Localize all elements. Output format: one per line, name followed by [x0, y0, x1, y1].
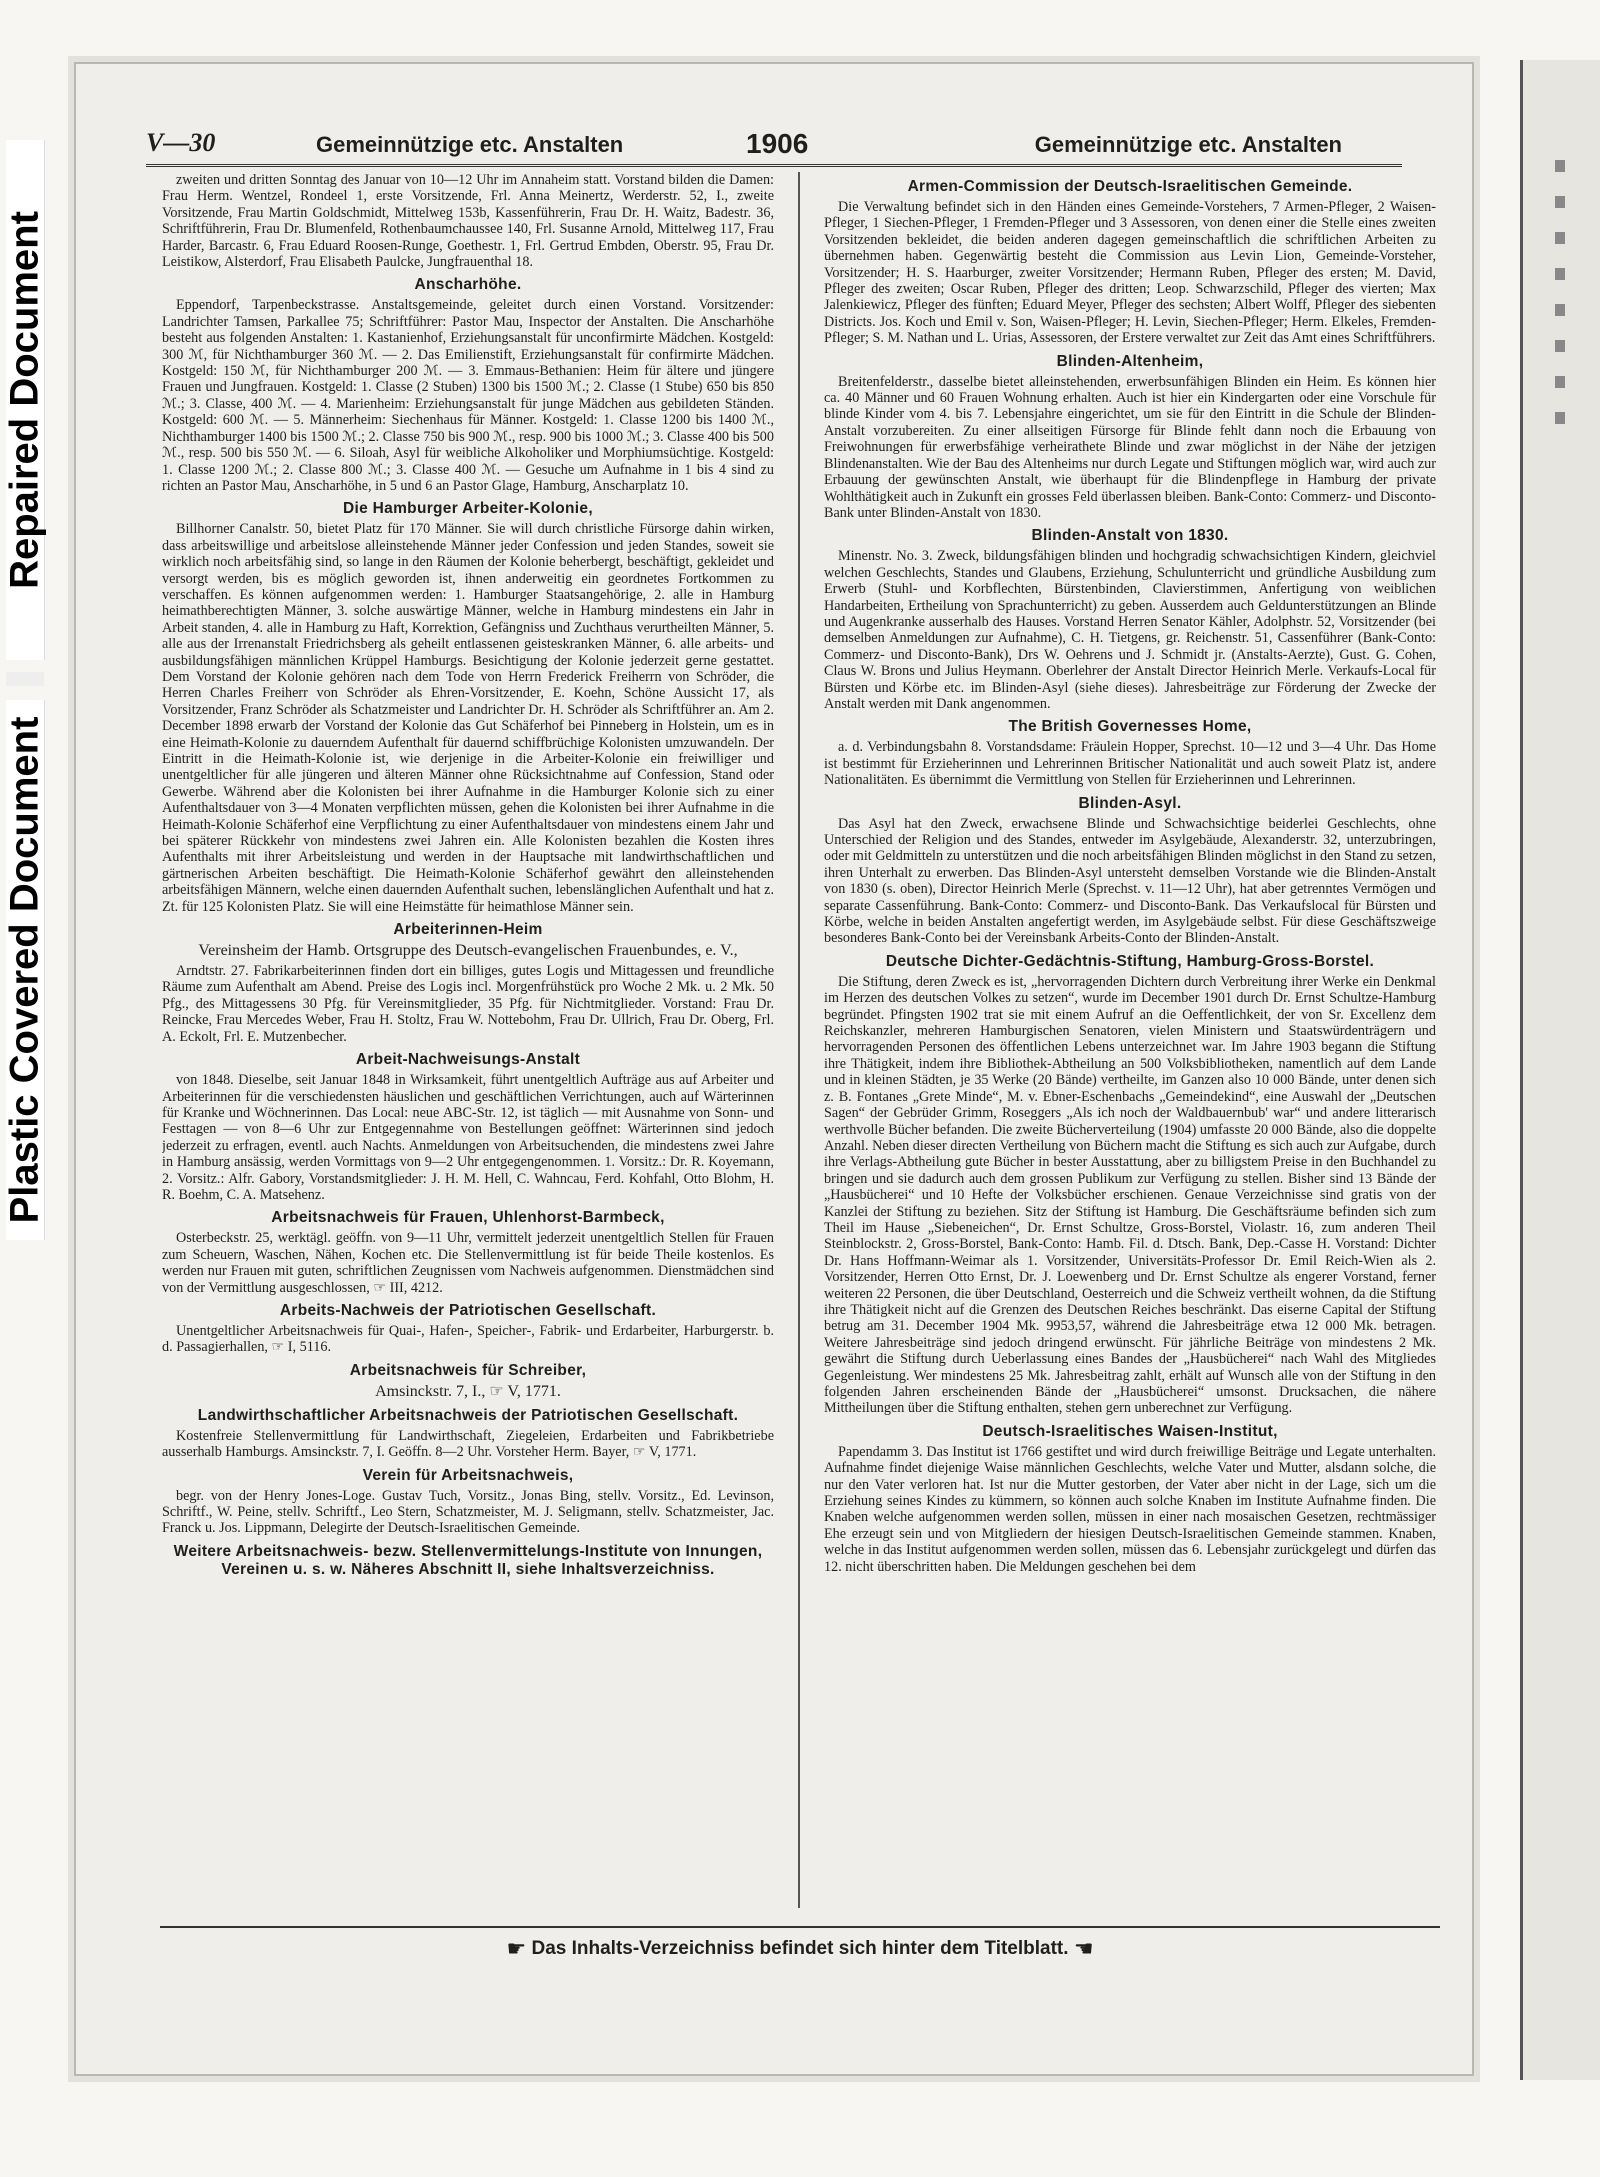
entry-text: zweiten und dritten Sonntag des Januar von 10—12 Uhr im Annaheim statt. Vorstand bilden die Damen: Frau Herm. Wentzel, Rondeel 1, erste Vorsitzende, Frl. Anna Meinertz, Werderstr. 52, I., zweite Vorsitzende, Frau Martin Goldschmidt, Mittelweg 153b, Kassenführerin, Frau Dr. H. Waitz, Badestr. 36, Schriftführerin, Frau Dr. Blumenfeld, Rothenbaumchaussee 140, Frl. Susanne Arnold, Mittelweg 117, Frau Harder, Barcastr. 6, Frau Eduard Roosen-Runge, Goethestr. 1, Frl. Gertrud Embden, Oberstr. 95, Frau Dr. Leistikow, Alsterdorf, Frau Elisabeth Paulcke, Jungfrauenthal 18. [162, 172, 774, 271]
left-column [162, 172, 774, 1908]
page-number: V—30 [146, 128, 216, 157]
column-rule [798, 172, 800, 1908]
entry-heading: Arbeits-Nachweis der Patriotischen Gesellschaft. [279, 1301, 657, 1319]
entry-heading: Blinden-Anstalt von 1830. [1031, 527, 1229, 545]
entry-subheading: Amsinckstr. 7, I., ☞ V, 1771. [375, 1382, 561, 1400]
entry-heading: Anscharhöhe. [414, 276, 522, 294]
plastic-covered-label: Plastic Covered Document [6, 700, 45, 1240]
page-year: 1906 [746, 128, 809, 159]
entry-heading: Arbeitsnachweis für Schreiber, [349, 1361, 587, 1379]
entry-heading: Blinden-Altenheim, [1056, 352, 1204, 370]
footer-rule [160, 1926, 1440, 1928]
entry-text: Unentgeltlicher Arbeitsnachweis für Quai-, Hafen-, Speicher-, Fabrik- und Erdarbeiter, Harburgerstr. b. d. Passagierhallen, ☞ I, 5116. [162, 1322, 774, 1356]
entry-text: a. d. Verbindungsbahn 8. Vorstandsdame: Fräulein Hopper, Sprechst. 10—12 und 3—4 Uhr. Das Home ist bestimmt für Erzieherinnen und Lehrerinnen Britischer Nationalität und auch soweit Platz ist, andere Nationalitäten. Es übernimmt die Vermittlung von Stellen für Erzieherinnen und Lehrerinnen. [824, 739, 1436, 789]
right-column [824, 172, 1436, 1908]
pointing-hand-left-icon: ☚ [1073, 1936, 1094, 1961]
entry-heading: Deutsche Dichter-Gedächtnis-Stiftung, Hamburg-Gross-Borstel. [885, 952, 1375, 970]
entry-subheading: Vereinsheim der Hamb. Ortsgruppe des Deutsch-evangelischen Frauenbundes, e. V., [198, 942, 738, 960]
running-title-left: Gemeinnützige etc. Anstalten [316, 132, 624, 157]
pointing-hand-right-icon: ☛ [506, 1936, 527, 1961]
entry-heading: Die Hamburger Arbeiter-Kolonie, [343, 500, 593, 518]
entry-text: Osterbeckstr. 25, werktägl. geöffn. von 9—11 Uhr, vermittelt jederzeit unentgeltlich Stellen für Frauen zum Scheuern, Waschen, Nähen, Kochen etc. Die Stellenvermittlung ist für beide Theile kostenlos. Es werden nur Frauen mit guten, schriftlichen Zeugnissen vom Nachweis aufgenommen. Dienstmädchen sind von der Vermittlung ausgeschlossen, ☞ III, 4212. [162, 1230, 774, 1296]
entry-heading: Landwirthschaftlicher Arbeitsnachweis der Patriotischen Gesellschaft. [197, 1406, 739, 1424]
entry-heading: Arbeit-Nachweisungs-Anstalt [355, 1051, 581, 1069]
entry-heading: Blinden-Asyl. [1078, 794, 1182, 812]
entry-heading: The British Governesses Home, [1008, 718, 1252, 736]
adjacent-page-edge [1520, 60, 1600, 2080]
entry-text: Breitenfelderstr., dasselbe bietet alleinstehenden, erwerbsunfähigen Blinden ein Heim. Es können hier ca. 40 Männer und 60 Frauen Wohnung erhalten. Auch ist hier ein Kindergarten oder eine Vorschule für blinde Kinder vom 4. bis 7. Lebensjahre eingerichtet, um sie für den Eintritt in die Schule der Blinden-Anstalt vorzubereiten. Zu einer allseitigen Fürsorge für Blinde fehlt dann noch die Erbauung von Freiwohnungen für erwerbsfähige verheirathete Blinde und zwar möglichst in der Nähe der jetzigen Blindenanstalten. Wie der Bau des Altenheims nur durch Legate und Stiftungen möglich war, wird auch zur Erbauung der gewünschten Anstalt, wie überhaupt für die Blindenpflege in Hamburg der private Wohlthätigkeit auch in Zukunft ein grosses Feld überlassen bleiben. Bank-Conto: Commerz- und Disconto-Bank unter Blinden-Anstalt von 1830. [824, 373, 1436, 521]
page-header [146, 120, 1402, 167]
entry-text: Minenstr. No. 3. Zweck, bildungsfähigen blinden und hochgradig schwachsichtigen Kindern, gleichviel welchen Geschlechts, Standes und Glaubens, Erziehung, Schulunterricht und gründliche Ausbildung zum Erwerb (Stuhl- und Korbflechten, Bürstenbinden, Clavierstimmen, Anfertigung von weiblichen Handarbeiten, Ertheilung von Sprachunterricht) zu geben. Ausserdem auch Geldunterstützungen an Blinde und Augenkranke ausserhalb des Hauses. Vorstand Herren Senator Kähler, Adolphstr. 52, Vorsitzender (bei demselben Anmeldungen zur Aufnahme), C. H. Tietgens, gr. Reichenstr. 51, Cassenführer (Bank-Conto: Commerz- und Disconto-Bank), Drs W. Oehrens und J. Schmidt jr. (Anstalts-Aerzte), Gust. G. Cohen, Claus W. Brons und Julius Heymann. Oberlehrer der Anstalt Director Heinrich Merle. Verkaufs-Local für Bürsten und Körbe etc. im Blinden-Asyl (siehe dieses). Jahresbeiträge zur Förderung der Zwecke der Anstalt werden mit Dank angenommen. [824, 548, 1436, 712]
entry-heading: Armen-Commission der Deutsch-Israelitischen Gemeinde. [907, 178, 1353, 195]
entry-text: Kostenfreie Stellenvermittlung für Landwirthschaft, Ziegeleien, Erdarbeiten und Fabrikbetriebe ausserhalb Hamburgs. Amsinckstr. 7, I. Geöffn. 8—2 Uhr. Vorsteher Herm. Bayer, ☞ V, 1771. [162, 1427, 774, 1461]
footer-note [160, 1936, 1440, 1962]
entry-heading: Arbeiterinnen-Heim [393, 921, 543, 939]
footer-note-text: Das Inhalts-Verzeichniss befindet sich hinter dem Titelblatt. [531, 1938, 1069, 1959]
label-divider [6, 672, 44, 686]
entry-heading: Arbeitsnachweis für Frauen, Uhlenhorst-Barmbeck, [271, 1209, 665, 1227]
running-title-right: Gemeinnützige etc. Anstalten [1034, 132, 1342, 157]
entry-text: Billhorner Canalstr. 50, bietet Platz für 170 Männer. Sie will durch christliche Fürsorge dahin wirken, dass arbeitswillige und arbeitslose alleinstehende Männer jeder Confession und jeden Standes, soweit sie wirklich noch arbeitsfähig sind, so lange in den Räumen der Kolonie beherbergt, beschäftigt, gekleidet und versorgt werden, bis es möglich geworden ist, ihnen anderweitig ein geordnetes Fortkommen zu verschaffen. Es können aufgenommen werden: 1. Hamburger Staatsangehörige, 2. alle in Hamburg heimathberechtigten Männer, 3. solche auswärtige Männer, welche in Hamburg mindestens ein Jahr in Arbeit standen, 4. alle in Hamburg zu Haft, Korrektion, Gefängniss und Zuchthaus verurtheilten Männer, 5. alle aus der Irrenanstalt Friedrichsberg als geheilt entlassenen geisteskranken Männer, 6. alle arbeits- und ausbildungsfähigen männlichen Krüppel Hamburgs. Besichtigung der Kolonie jederzeit gerne gestattet. Dem Vorstand der Kolonie gehören nach dem Tode von Herrn Frederick Freiherrn von Schröder, die Herren Charles Freiherr von Schröder als Ehren-Vorsitzender, E. Koehn, Schöne Aussicht 17, als Vorsitzender, Franz Schröder als Schatzmeister und Landrichter Dr. H. Schröder als Schriftführer an. Am 2. December 1898 erwarb der Vorstand der Kolonie das Gut Schäferhof bei Pinneberg in Holstein, um es in eine Heimath-Kolonie zu dauerndem Aufenthalt für dauernd schiffbrüchige Kolonisten umzuwandeln. Der Eintritt in die Heimath-Kolonie ist, wie derjenige in die Arbeiter-Kolonie ein freiwilliger und unentgeltlicher für alle jüngeren und älteren Männer ohne Rücksichtnahme auf Confession, Stand oder Gewerbe. Während aber die Kolonisten bei ihrer Aufnahme in die Hamburger Kolonie sich zu einer Aufenthaltsdauer von 3—4 Monaten verpflichten müssen, gehen die Kolonisten bei ihrer Aufnahme in die Heimath-Kolonie Schäferhof eine Verpflichtung zu einer Aufenthaltsdauer von mindestens einem Jahr und bei späterer Rückkehr von mindestens zwei Jahren ein. Alle Kolonisten bezahlen die Kosten ihres Aufenthalts mit ihrer Arbeitsleistung und werden in der Hauptsache mit landwirthschaftlichen und gärtnerischen Arbeiten beschäftigt. Die Heimath-Kolonie Schäferhof gewährt den alleinstehenden arbeitsfähigen Männern, welche einen dauernden Aufenthalt suchen, lebenslänglichen Aufenthalt und hat z. Zt. für 125 Kolonisten Platz. Sie will eine Heimstätte für heimathlose Männer sein. [162, 521, 774, 915]
entry-text: Eppendorf, Tarpenbeckstrasse. Anstaltsgemeinde, geleitet durch einen Vorstand. Vorsitzender: Landrichter Tamsen, Parkallee 75; Schriftführer: Pastor Mau, Inspector der Anstalten. Die Anscharhöhe besteht aus folgenden Anstalten: 1. Kastanienhof, Erziehungsanstalt für unconfirmirte Mädchen. Kostgeld: 300 ℳ, für Nichthamburger 360 ℳ. — 2. Das Emilienstift, Erziehungsanstalt für confirmirte Mädchen. Kostgeld: 150 ℳ, für Nichthamburger 200 ℳ. — 3. Emmaus-Bethanien: Heim für ältere und jüngere Frauen und Jungfrauen. Kostgeld: 1. Classe (2 Stuben) 1300 bis 1500 ℳ.; 2. Classe (1 Stube) 650 bis 850 ℳ.; 3. Classe, 400 ℳ. — 4. Marienheim: Erziehungsanstalt für junge Mädchen aus gebildeten Ständen. Kostgeld: 600 ℳ. — 5. Männerheim: Siechenhaus für Männer. Kostgeld: 1. Classe 1200 bis 1400 ℳ., Nichthamburger 1400 bis 1500 ℳ.; 2. Classe 750 bis 900 ℳ., resp. 900 bis 1000 ℳ.; 3. Classe 400 bis 500 ℳ., resp. 500 bis 550 ℳ. — 6. Siloah, Asyl für weibliche Alkoholiker und Morphiumsüchtige. Kostgeld: 1. Classe 1200 ℳ.; 2. Classe 800 ℳ.; 3. Classe 400 ℳ. — Gesuche um Aufnahme in 1 bis 4 sind zu richten an Pastor Mau, Anscharhöhe, in 5 und 6 an Pastor Glage, Hamburg, Anscharplatz 10. [162, 297, 774, 494]
entry-heading: Weitere Arbeitsnachweis- bezw. Stellenvermittelungs-Institute von Innungen, Vereinen u. s. w. Näheres Abschnitt II, siehe Inhaltsverzeichniss. [173, 1542, 763, 1578]
entry-heading: Verein für Arbeitsnachweis, [362, 1466, 574, 1484]
document-page [74, 62, 1474, 2076]
entry-heading: Deutsch-Israelitisches Waisen-Institut, [982, 1422, 1278, 1440]
entry-text: Papendamm 3. Das Institut ist 1766 gestiftet und wird durch freiwillige Beiträge und Legate unterhalten. Aufnahme findet diejenige Waise männlichen Geschlechts, welche Vater und Mutter, alsdann solche, die nur den Vater verloren hat. Ist nur die Mutter gestorben, der Vater aber nicht in der Lage, sich um die Erziehung seines Kindes zu kümmern, so können auch solche Knaben im Institute Aufnahme finden. Die Knaben welche aufgenommen werden sollen, müssen in einer nach mosaischen Gesetzen, rechtmässiger Ehe erzeugt sein und von Mitgliedern der hiesigen Deutsch-Israelitischen Gemeinde stammen. Knaben, welche in das Institut aufgenommen werden sollen, müssen das 6. Lebensjahr zurückgelegt und dürfen das 12. nicht überschritten haben. Die Meldungen geschehen bei dem [824, 1443, 1436, 1575]
repaired-document-label: Repaired Document [6, 140, 45, 660]
entry-text: Arndtstr. 27. Fabrikarbeiterinnen finden dort ein billiges, gutes Logis und Mittagessen und freundliche Räume zum Aufenthalt am Abend. Preise des Logis incl. Morgenfrühstück pro Woche 2 Mk. u. 2 Mk. 50 Pfg., des Mittagessens 30 Pfg. für Vereinsmitglieder, 35 Pfg. für Nichtmitglieder. Vorstand: Frau Dr. Reincke, Frau Mercedes Weber, Frau H. Stoltz, Frau W. Nottebohm, Frau Dr. Ullrich, Frau Dr. Oberg, Frl. A. Eckolt, Frl. E. Mutzenbecher. [162, 963, 774, 1045]
entry-text: Das Asyl hat den Zweck, erwachsene Blinde und Schwachsichtige beiderlei Geschlechts, ohne Unterschied der Religion und des Standes, entweder im Asylgebäude, Alexanderstr. 32, unterzubringen, oder mit Geldmitteln zu unterstützen und die noch arbeitsfähigen Blinden möglichst in den Stand zu setzen, ihren Unterhalt zu erwerben. Das Blinden-Asyl untersteht demselben Vorstande wie die Blinden-Anstalt von 1830 (s. oben), Director Heinrich Merle (Sprechst. v. 11—12 Uhr), hat aber getrenntes Vermögen und separate Cassenführung. Bank-Conto: Commerz- und Disconto-Bank. Das Verkaufslocal für Bürsten und Körbe, welche in beiden Anstalten angefertigt werden, im Asylgebäude selbst. Für diese Geschäftszweige besonderes Bank-Conto bei der Vereinsbank Arbeits-Conto der Blinden-Anstalt. [824, 815, 1436, 947]
entry-text: Die Stiftung, deren Zweck es ist, „hervorragenden Dichtern durch Verbreitung ihrer Werke ein Denkmal im Herzen des deutschen Volkes zu setzen“, wurde im December 1901 durch Dr. Ernst Schultze-Hamburg begründet. Pfingsten 1902 trat sie mit einem Aufruf an die Oeffentlichkeit, der von Sr. Excellenz dem Reichskanzler, mehreren Hamburgischen Senatoren, vielen Ministern und Staatswürdenträgern und hervorragenden Personen des öffentlichen Lebens unterzeichnet war. Im Jahre 1903 begann die Stiftung ihre Thätigkeit, indem ihre Bibliothek-Abtheilung an 500 Volksbibliotheken, namentlich auf dem Lande und in kleinen Städten, je 35 Werke (20 Bände) vertheilte, im Ganzen also 10 000 Bände, unter denen sich z. B. Fontanes „Grete Minde“, M. v. Ebner-Eschenbachs „Gemeindekind“, eine Auswahl der „Deutschen Sagen“ der Gebrüder Grimm, Roseggers „Als ich noch der Waldbauernbub' war“ und andere litterarisch werthvolle Bücher befanden. Die zweite Bücherverteilung (1904) umfasste 20 000 Bände, also die doppelte Anzahl. Neben dieser directen Vertheilung von Büchern macht die Stiftung es sich auch zur Aufgabe, durch ihre Verlags-Abtheilung gute Bücher in bester Ausstattung, aber zu billigstem Preise in den Buchhandel zu bringen und sie dadurch auch dem grossen Publikum zur Verfügung zu stellen. Bisher sind 13 Bände der „Hausbücherei“ und 10 Hefte der Volksbücher erschienen. Genaue Verzeichnisse sind gratis von der Kanzlei der Stiftung zu beziehen. Sitz der Stiftung ist Hamburg. Die Geschäftsräume befinden sich zum Theil im Hause „Siebeneichen“, Dr. Ernst Schultze, Gross-Borstel, Violastr. 16, zum anderen Theil Steinblockstr. 2, Gross-Borstel, Bank-Conto: Hamb. Fil. d. Dtsch. Bank, Dep.-Casse H. Vorstand: Dichter Dr. Hans Hoffmann-Weimar als 1. Vorsitzender, Universitäts-Professor Dr. Emil Reich-Wien als 2. Vorsitzender, Herren Otto Ernst, Dr. J. Loewenberg und Dr. Ernst Schultze als engerer Vorstand, ferner weiteren 22 Personen, die über Deutschland, Oesterreich und die Schweiz vertheilt wohnen, da die Stiftung ihre Thätigkeit nicht auf die Grenzen des Deutschen Reiches beschränkt. Das eiserne Capital der Stiftung betrug am 31. December 1904 Mk. 9953,57, während die Jahresbeiträge etwa 12 000 Mk. betragen. Weitere Jahresbeiträge sind jedoch dringend erwünscht. Für jährliche Beiträge von mindestens 2 Mk. gewährt die Stiftung durch Ueberlassung eines Bandes der „Hausbücherei“ nach Wahl des Mitgliedes Gegenleistung. Wer mindestens 25 Mk. Jahresbeitrag zahlt, erhält auf Wunsch alle von der Stiftung in den folgenden Jahren erscheinenden Bände der „Hausbücherei“ umsonst. Drucksachen, die nähere Mittheilungen über die Stiftung enthalten, stehen gern unberechnet zur Verfügung. [824, 973, 1436, 1417]
entry-text: Die Verwaltung befindet sich in den Händen eines Gemeinde-Vorstehers, 7 Armen-Pfleger, 2 Waisen-Pfleger, 1 Siechen-Pfleger, 1 Fremden-Pfleger und 3 Assessoren, von denen einer die Stelle eines zweiten Vorsitzenden bekleidet, die beiden anderen dagegen gemeinschaftlich die schriftlichen Arbeiten zu übernehmen haben. Gegenwärtig besteht die Commission aus Levin Lion, Gemeinde-Vorsteher, Vorsitzender; H. S. Haarburger, zweiter Vorsitzender; Hermann Ruben, Pfleger des ersten; M. David, Pfleger des zweiten; Oscar Ruben, Pfleger des dritten; Leop. Schwarzschild, Pfleger des vierten; Max Jalenkiewicz, Pfleger des fünften; Eduard Meyer, Pfleger des sechsten; Albert Wolff, Pfleger des siebenten Districts. Jos. Koch und Emil v. Son, Waisen-Pfleger; H. Levin, Siechen-Pfleger; Herm. Elkeles, Fremden-Pfleger; S. M. Nathan und L. Urias, Assessoren, der Erstere verwaltet zur Zeit das Amt eines Schriftführers. [824, 199, 1436, 347]
entry-text: von 1848. Dieselbe, seit Januar 1848 in Wirksamkeit, führt unentgeltlich Aufträge aus auf Arbeiter und Arbeiterinnen für die verschiedensten häuslichen und geschäftlichen Verrichtungen, auch auf Wärterinnen für Kranke und Wöchnerinnen. Das Local: neue ABC-Str. 12, ist täglich — mit Ausnahme von Sonn- und Festtagen — von 8—6 Uhr zur Entgegennahme von Bestellungen geöffnet: Wärterinnen sind jedoch jederzeit zu erfragen, eventl. auch Nachts. Anmeldungen von Arbeitsuchenden, die mindestens zwei Jahre in Hamburg ansässig, werden Vormittags von 9—2 Uhr entgegengenommen. 1. Vorsitz.: Dr. R. Koyemann, 2. Vorsitz.: Alfr. Gabory, Vorstandsmitglieder: J. H. M. Hell, C. Wahncau, Ferd. Kohfahl, Otto Blohm, H. R. Boehm, C. A. Matsehenz. [162, 1072, 774, 1203]
entry-text: begr. von der Henry Jones-Loge. Gustav Tuch, Vorsitz., Jonas Bing, stellv. Vorsitz., Ed. Levinson, Schriftf., W. Peine, stellv. Schriftf., Leo Stern, Schatzmeister, M. J. Seligmann, stellv. Schatzmeister, Jac. Franck u. Jos. Lippmann, Delegirte der Deutsch-Israelitischen Gemeinde. [162, 1487, 774, 1537]
